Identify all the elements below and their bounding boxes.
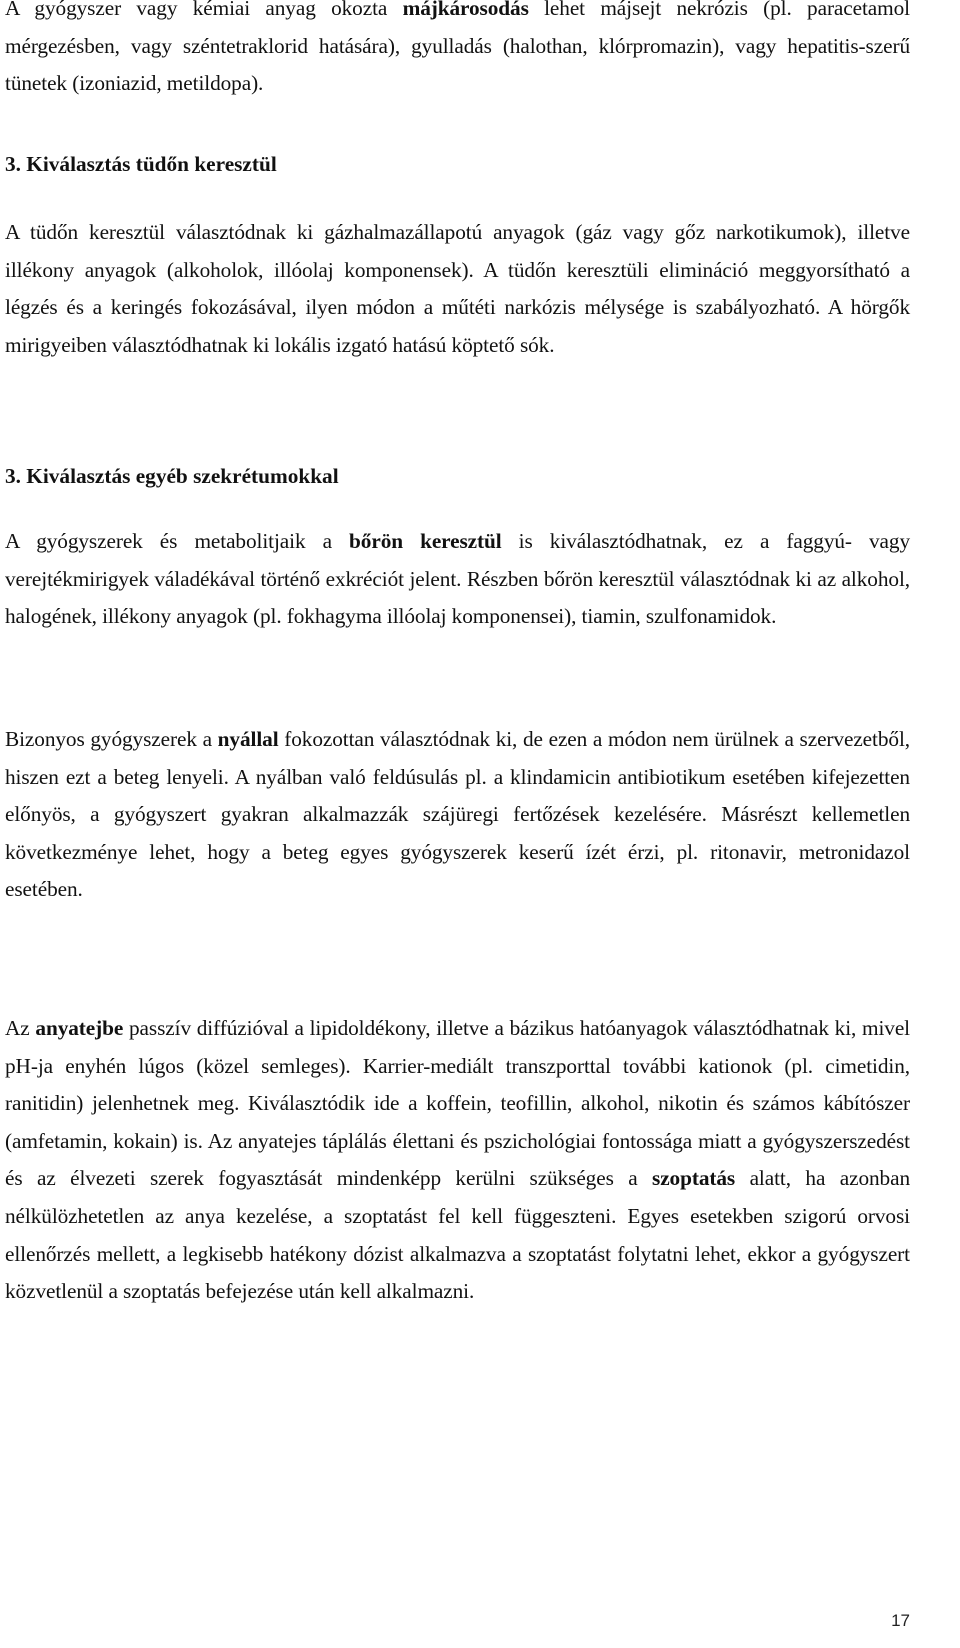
- page-number: 17: [891, 1611, 910, 1630]
- bold-term-liver-damage: májkárosodás: [402, 0, 529, 20]
- paragraph-text: alatt, ha azonban nélkülözhetetlen az anya kezelése, a szoptatást fel kell függeszteni. Egyes esetekben szigorú orvosi ellenőrzés mellett, a legkisebb hatékony dózist alkalmazva a szoptatást folytatni lehet, ekkor a gyógyszert közvetlenül a szoptatás befejezése után kell alkalmazni.: [5, 1166, 910, 1304]
- section-heading-lung-excretion: 3. Kiválasztás tüdőn keresztül: [5, 152, 277, 176]
- bold-term-saliva: nyállal: [217, 727, 279, 751]
- paragraph-saliva-excretion: [5, 721, 910, 909]
- paragraph-text: lehet májsejt nekrózis (pl. paracetamol mérgezésben, vagy széntetraklorid hatására), gyulladás (halothan, klórpromazin), vagy hepatitis-szerű tünetek (izoniazid, metildopa).: [5, 0, 910, 96]
- paragraph-text: A gyógyszerek és metabolitjaik a: [5, 529, 350, 553]
- paragraph-text: Az: [5, 1016, 36, 1040]
- paragraph-skin-excretion: [5, 523, 910, 636]
- bold-term-breast-milk: anyatejbe: [35, 1016, 124, 1040]
- paragraph-lung-excretion: A tüdőn keresztül választódnak ki gázhalmazállapotú anyagok (gáz vagy gőz narkotikumok), illetve illékony anyagok (alkoholok, illóolaj komponensek). A tüdőn keresztüli elimináció meggyorsítható a légzés és a keringés fokozásával, ilyen módon a műtéti narkózis mélysége is szabályozható. A hörgők mirigyeiben választódhatnak ki lokális izgató hatású köptető sók.: [5, 220, 910, 357]
- bold-term-breastfeeding: szoptatás: [652, 1166, 736, 1191]
- paragraph-text: passzív diffúzióval a lipidoldékony, illetve a bázikus hatóanyagok választódhatnak ki, mivel pH-ja enyhén lúgos (közel semleges). Karrier-mediált transzporttal további kationok (pl. cimetidin, ranitidin) jelenhetnek meg. Kiválasztódik ide a koffein, teofillin, alkohol, nikotin és számos kábítószer (amfetamin, kokain) is. Az anyatejes táplálás élettani és pszichológiai fontossága miatt a gyógyszerszedést és az élvezeti szerek fogyasztását mindenképp kerülni szükséges a: [5, 1016, 911, 1191]
- bold-term-skin: bőrön keresztül: [349, 529, 502, 553]
- paragraph-text: fokozottan választódnak ki, de ezen a módon nem ürülnek a szervezetből, hiszen ezt a beteg lenyeli. A nyálban való feldúsulás pl. a klindamicin antibiotikum esetében kifejezetten előnyös, a gyógyszert gyakran alkalmazzák szájüregi fertőzések kezelésére. Másrészt kellemetlen következménye lehet, hogy a beteg egyes gyógyszerek keserű ízét érzi, pl. ritonavir, metronidazol esetében.: [5, 727, 910, 902]
- paragraph-text: A gyógyszer vagy kémiai anyag okozta: [5, 0, 403, 20]
- paragraph-text: Bizonyos gyógyszerek a: [5, 727, 218, 751]
- paragraph-liver-damage: [5, 0, 910, 103]
- paragraph-breast-milk-excretion: [5, 1010, 910, 1311]
- paragraph-text: is kiválasztódhatnak, ez a faggyú- vagy verejtékmirigyek váladékával történő exkréciót jelent. Részben bőrön keresztül választódnak ki az alkohol, halogének, illékony anyagok (pl. fokhagyma illóolaj komponensei), tiamin, szulfonamidok.: [5, 529, 910, 629]
- section-heading-other-secretions: 3. Kiválasztás egyéb szekrétumokkal: [5, 464, 339, 488]
